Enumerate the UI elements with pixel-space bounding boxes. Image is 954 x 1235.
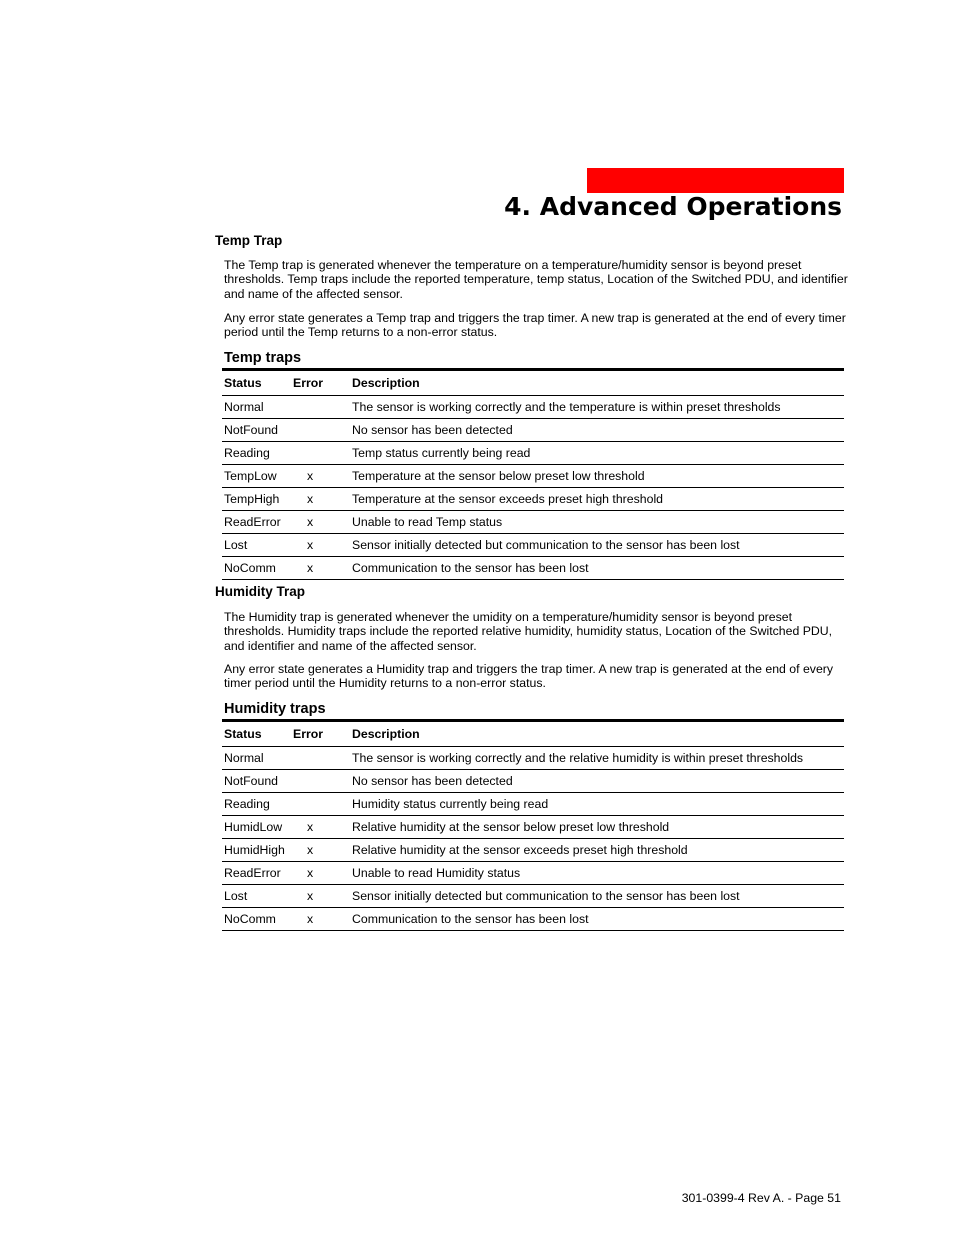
humidity-trap-paragraph-2: Any error state generates a Humidity trap and triggers the trap timer. A new trap is generated at the end of every timer period until the Humidity returns to a non-error status.: [224, 662, 834, 691]
chapter-title: 4. Advanced Operations: [504, 192, 842, 221]
description-cell: Relative humidity at the sensor below preset low threshold: [348, 816, 844, 839]
status-cell: HumidHigh: [222, 839, 291, 862]
chapter-accent-bar: [587, 168, 844, 193]
status-cell: Normal: [222, 396, 291, 419]
humidity-traps-table: [222, 719, 844, 931]
temp-trap-paragraph-1: The Temp trap is generated whenever the temperature on a temperature/humidity sensor is beyond preset thresholds. Temp traps include the reported temperature, temp status, Location of the Switched PDU, and identifier and name of the affected sensor.: [224, 258, 848, 301]
table-row: [222, 419, 844, 442]
error-cell: x: [291, 511, 348, 534]
status-cell: ReadError: [222, 862, 291, 885]
table-row: [222, 885, 844, 908]
table-row: [222, 839, 844, 862]
description-cell: Sensor initially detected but communication to the sensor has been lost: [348, 534, 844, 557]
error-cell: [291, 419, 348, 442]
status-cell: TempHigh: [222, 488, 291, 511]
error-cell: [291, 747, 348, 770]
page-footer: 301-0399-4 Rev A. - Page 51: [681, 1191, 841, 1205]
column-header-description: Description: [348, 721, 844, 747]
description-cell: Humidity status currently being read: [348, 793, 844, 816]
status-cell: NoComm: [222, 908, 291, 931]
status-cell: Lost: [222, 885, 291, 908]
description-cell: Unable to read Temp status: [348, 511, 844, 534]
temp-trap-heading: Temp Trap: [215, 233, 283, 248]
status-cell: NotFound: [222, 419, 291, 442]
status-cell: Reading: [222, 793, 291, 816]
table-row: [222, 862, 844, 885]
error-cell: x: [291, 862, 348, 885]
table-row: [222, 747, 844, 770]
column-header-error: Error: [291, 721, 348, 747]
status-cell: HumidLow: [222, 816, 291, 839]
humidity-trap-paragraph-1: The Humidity trap is generated whenever the umidity on a temperature/humidity sensor is beyond preset thresholds. Humidity traps include the reported relative humidity, humidity status, Location of the Switched PDU, and identifier and name of the affected sensor.: [224, 610, 833, 653]
error-cell: x: [291, 534, 348, 557]
table-row: [222, 793, 844, 816]
description-cell: The sensor is working correctly and the relative humidity is within preset thresholds: [348, 747, 844, 770]
table-row: [222, 557, 844, 580]
table-header-row: [222, 721, 844, 747]
error-cell: x: [291, 488, 348, 511]
status-cell: Lost: [222, 534, 291, 557]
status-cell: Reading: [222, 442, 291, 465]
table-row: [222, 770, 844, 793]
status-cell: Normal: [222, 747, 291, 770]
humidity-trap-heading: Humidity Trap: [215, 584, 306, 599]
error-cell: x: [291, 465, 348, 488]
table-row: [222, 534, 844, 557]
temp-traps-table: [222, 368, 844, 580]
description-cell: Temp status currently being read: [348, 442, 844, 465]
description-cell: Communication to the sensor has been lost: [348, 557, 844, 580]
description-cell: Unable to read Humidity status: [348, 862, 844, 885]
error-cell: [291, 770, 348, 793]
error-cell: [291, 793, 348, 816]
table-row: [222, 465, 844, 488]
error-cell: x: [291, 816, 348, 839]
error-cell: x: [291, 557, 348, 580]
error-cell: x: [291, 885, 348, 908]
table-row: [222, 908, 844, 931]
humidity-traps-table-title: Humidity traps: [224, 701, 326, 717]
table-row: [222, 396, 844, 419]
description-cell: Temperature at the sensor exceeds preset high threshold: [348, 488, 844, 511]
status-cell: ReadError: [222, 511, 291, 534]
table-row: [222, 488, 844, 511]
table-row: [222, 816, 844, 839]
description-cell: No sensor has been detected: [348, 419, 844, 442]
column-header-error: Error: [291, 370, 348, 396]
table-row: [222, 511, 844, 534]
error-cell: [291, 396, 348, 419]
column-header-status: Status: [222, 370, 291, 396]
description-cell: No sensor has been detected: [348, 770, 844, 793]
temp-trap-paragraph-2: Any error state generates a Temp trap and triggers the trap timer. A new trap is generated at the end of every timer period until the Temp returns to a non-error status.: [224, 311, 846, 340]
description-cell: Relative humidity at the sensor exceeds preset high threshold: [348, 839, 844, 862]
status-cell: NoComm: [222, 557, 291, 580]
column-header-status: Status: [222, 721, 291, 747]
error-cell: x: [291, 839, 348, 862]
error-cell: [291, 442, 348, 465]
status-cell: TempLow: [222, 465, 291, 488]
table-header-row: [222, 370, 844, 396]
status-cell: NotFound: [222, 770, 291, 793]
description-cell: Temperature at the sensor below preset low threshold: [348, 465, 844, 488]
column-header-description: Description: [348, 370, 844, 396]
error-cell: x: [291, 908, 348, 931]
description-cell: Sensor initially detected but communication to the sensor has been lost: [348, 885, 844, 908]
temp-traps-table-title: Temp traps: [224, 350, 302, 366]
table-row: [222, 442, 844, 465]
description-cell: Communication to the sensor has been lost: [348, 908, 844, 931]
description-cell: The sensor is working correctly and the temperature is within preset thresholds: [348, 396, 844, 419]
